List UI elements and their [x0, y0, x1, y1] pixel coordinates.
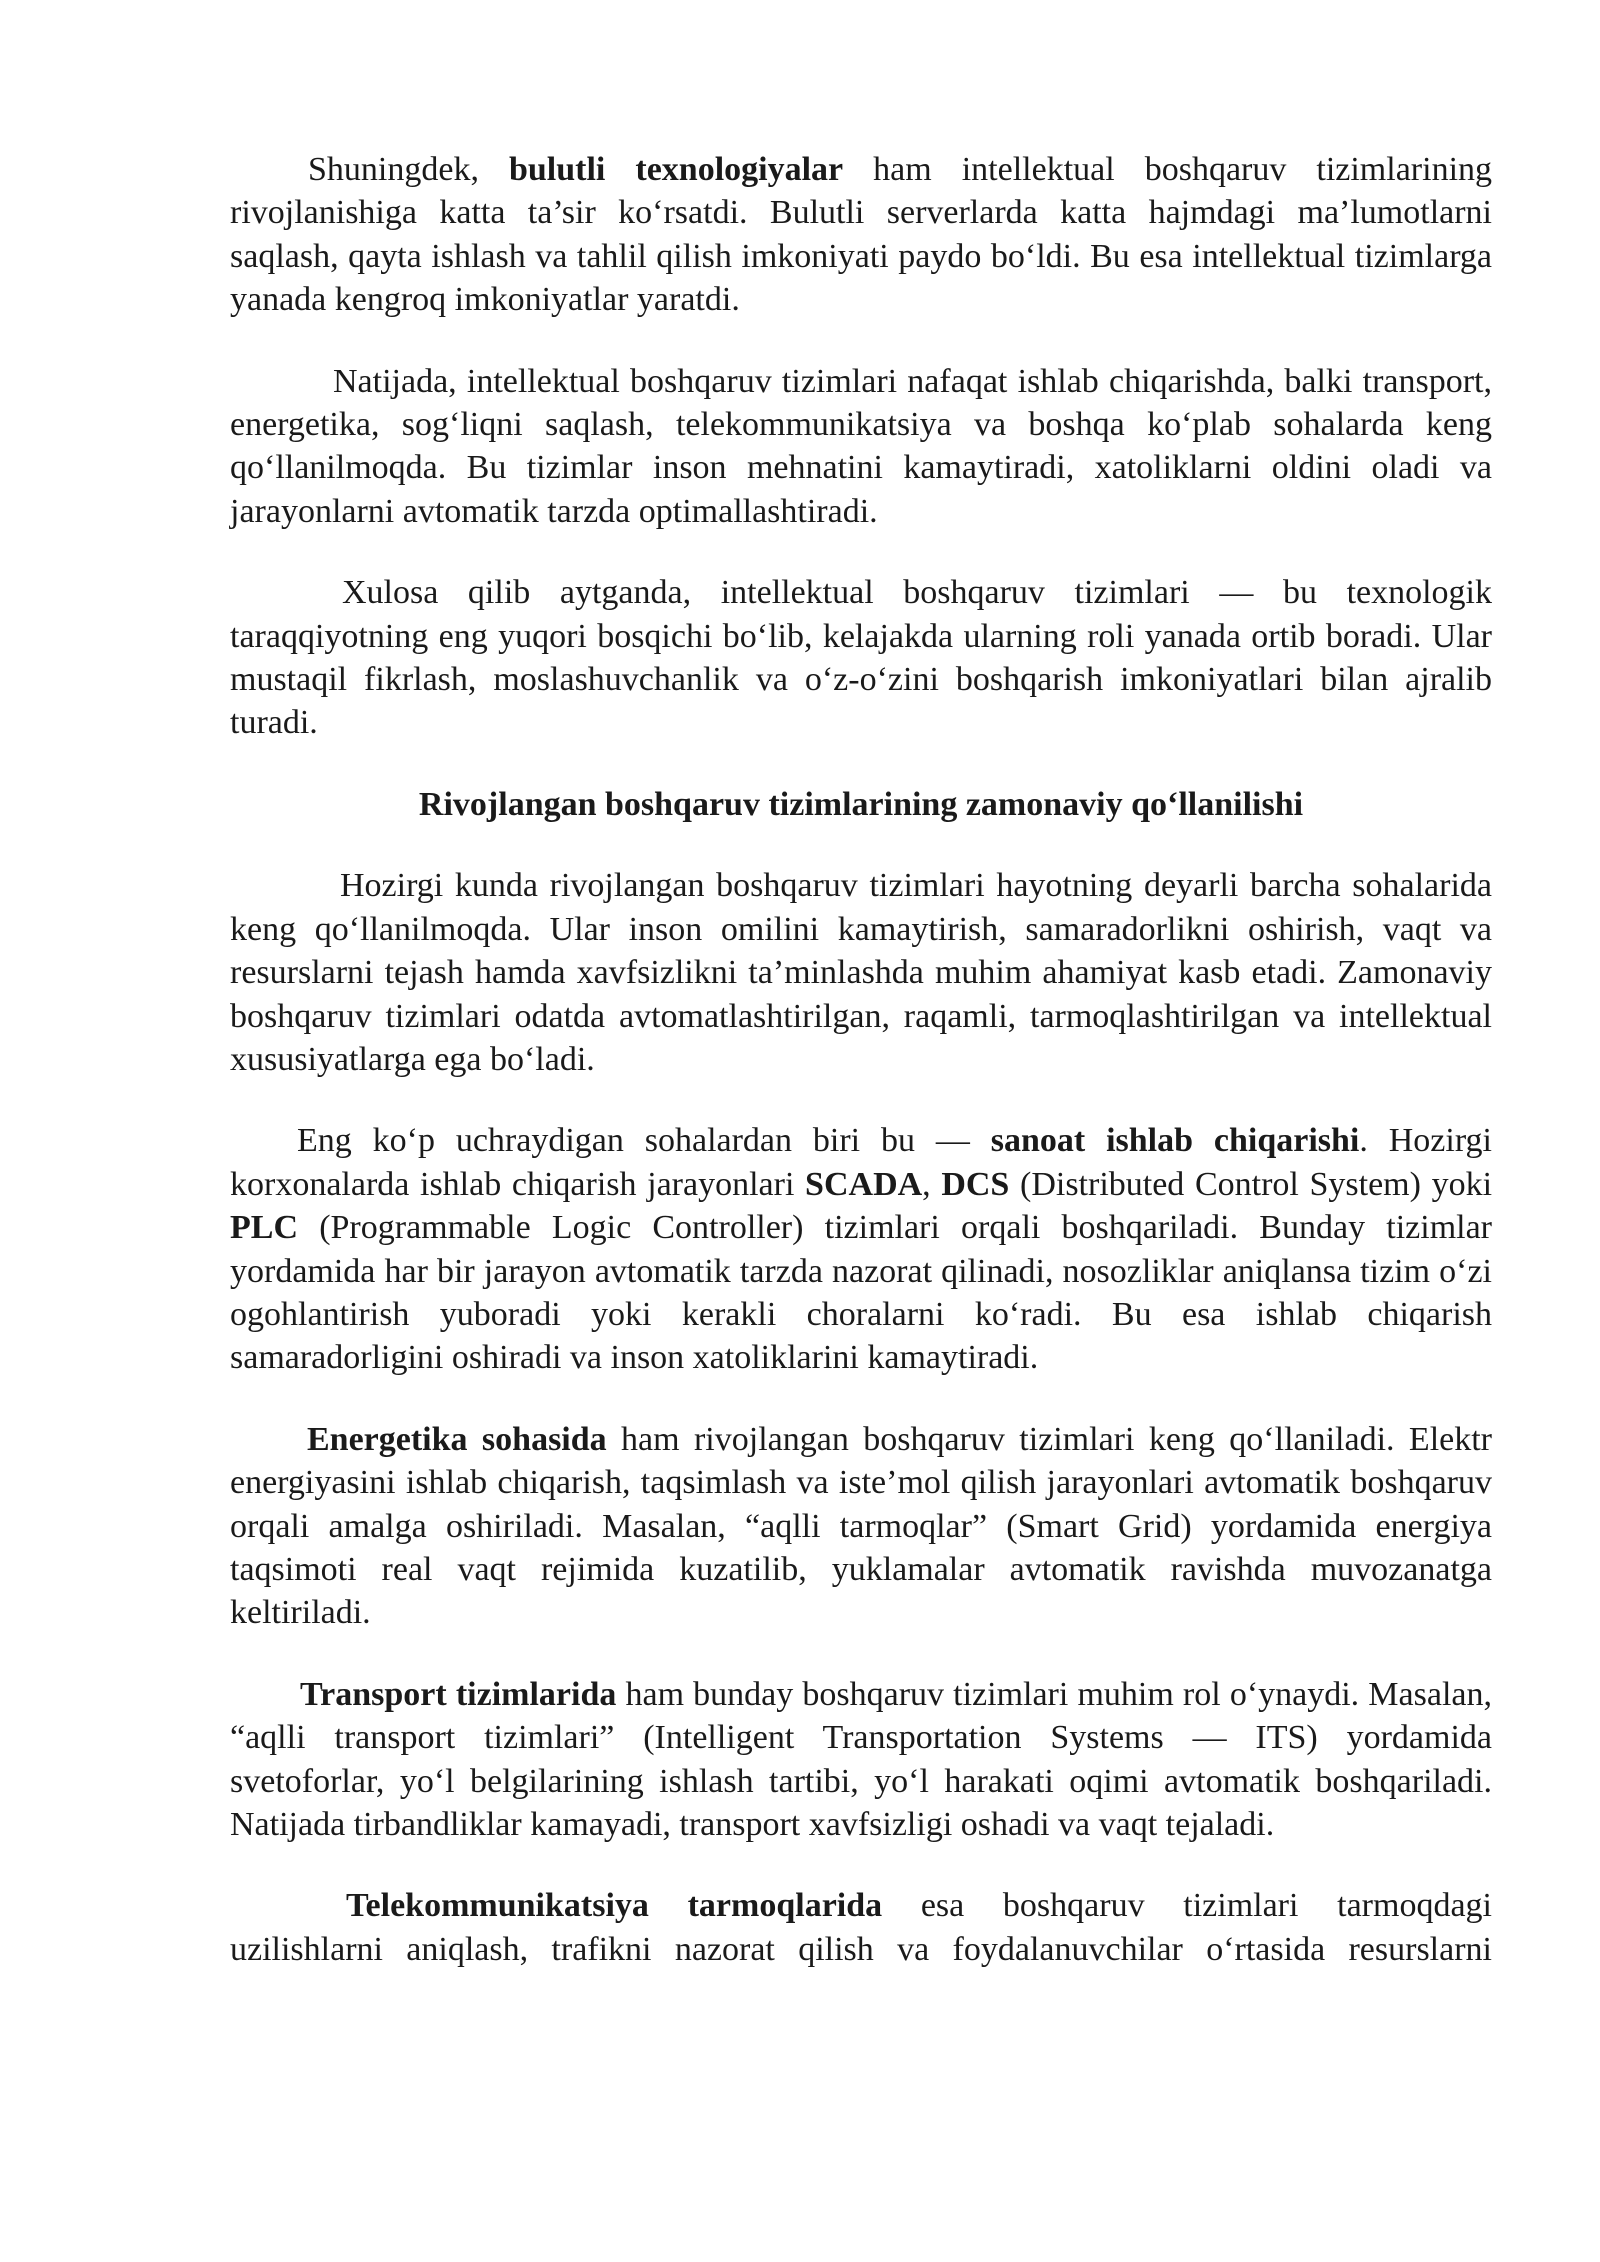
- bold-term: Transport tizimlarida: [300, 1675, 617, 1713]
- bold-term: sanoat ishlab chiqarishi: [990, 1122, 1360, 1160]
- paragraph-result: [230, 360, 1492, 534]
- paragraph-industrial-production: [230, 1119, 1492, 1379]
- text-segment: ham bunday boshqaruv tizimlari muhim rol o‘ynaydi. Masalan, “aqlli transport tizimlari” (Intelligent Transportation Systems — ITS) yordamida svetoforlar, yo‘l belgilarining ishlash tartibi, yo‘l harakati oqimi avtomatik boshqariladi. Natijada tirbandliklar kamayadi, transport xavfsizligi oshadi va vaqt tejaladi.: [230, 1675, 1492, 1843]
- text-segment: Shuningdek,: [308, 151, 509, 188]
- text-segment: ham intellektual boshqaruv tizimlarining rivojlanishiga katta ta’sir ko‘rsatdi. Bulutli serverlarda katta hajmdagi ma’lumotlarni saqlash, qayta ishlash va tahlil qilish imkoniyati paydo bo‘ldi. Bu esa intellektual tizimlarga yanada kengroq imkoniyatlar yaratdi.: [230, 151, 1493, 319]
- text-segment: Eng ko‘p uchraydigan sohalardan biri bu —: [297, 1122, 991, 1160]
- text-segment: . Hozirgi korxonalarda ishlab chiqarish jarayonlari: [230, 1122, 1492, 1203]
- text-segment: Hozirgi kunda rivojlangan boshqaruv tizimlari hayotning deyarli barcha sohalarida keng qo‘llanilmoqda. Ular inson omilini kamaytirish, samaradorlikni oshirish, vaqt va resurslarni tejash hamda xavfsizlikni ta’minlashda muhim ahamiyat kasb etadi. Zamonaviy boshqaruv tizimlari odatda avtomatlashtirilgan, raqamli, tarmoqlashtirilgan va intellektual xususiyatlarga ega bo‘ladi.: [230, 867, 1492, 1078]
- document-page: [230, 148, 1492, 2009]
- text-segment: esa boshqaruv tizimlari tarmoqdagi uzilishlarni aniqlash, trafikni nazorat qilish va foydalanuvchilar o‘rtasida resurslarni: [230, 1887, 1492, 1968]
- paragraph-transport: [230, 1673, 1492, 1847]
- text-segment: ham rivojlangan boshqaruv tizimlari keng qo‘llaniladi. Elektr energiyasini ishlab chiqarish, taqsimlash va iste’mol qilish jarayonlari avtomatik boshqaruv orqali amalga oshiriladi. Masalan, “aqlli tarmoqlar” (Smart Grid) yordamida energiya taqsimoti real vaqt rejimida kuzatilib, yuklamalar avtomatik ravishda muvozanatga keltiriladi.: [230, 1420, 1492, 1632]
- paragraph-modern-usage: [230, 864, 1492, 1081]
- paragraph-energy: [230, 1418, 1492, 1635]
- paragraph-telecommunications: [230, 1884, 1492, 1971]
- text-segment: (Distributed Control System) yoki: [1009, 1165, 1493, 1203]
- bold-term: DCS: [941, 1165, 1010, 1203]
- text-segment: ,: [922, 1165, 942, 1203]
- text-segment: (Programmable Logic Controller) tizimlari orqali boshqariladi. Bunday tizimlar yordamida har bir jarayon avtomatik tarzda nazorat qilinadi, nosozliklar aniqlansa tizim o‘zi ogohlantirish yuboradi yoki kerakli choralarni ko‘radi. Bu esa ishlab chiqarish samaradorligini oshiradi va inson xatoliklarini kamaytiradi.: [230, 1209, 1492, 1377]
- bold-term: Telekommunikatsiya tarmoqlarida: [346, 1887, 883, 1925]
- paragraph-cloud-technologies: [230, 148, 1492, 322]
- bold-term: Energetika sohasida: [307, 1420, 607, 1458]
- section-heading: Rivojlangan boshqaruv tizimlarining zamonaviy qo‘llanilishi: [418, 785, 1304, 823]
- text-segment: Xulosa qilib aytganda, intellektual boshqaruv tizimlari — bu texnologik taraqqiyotning eng yuqori bosqichi bo‘lib, kelajakda ularning roli yanada ortib boradi. Ular mustaqil fikrlash, moslashuvchanlik va o‘z-o‘zini boshqarish imkoniyatlari bilan ajralib turadi.: [230, 574, 1492, 742]
- bold-term: bulutli texnologiyalar: [508, 151, 844, 188]
- bold-term: PLC: [230, 1209, 298, 1247]
- bold-term: SCADA: [805, 1165, 923, 1203]
- text-segment: Natijada, intellektual boshqaruv tizimlari nafaqat ishlab chiqarishda, balki transport, energetika, sog‘liqni saqlash, telekommunikatsiya va boshqa ko‘plab sohalarda keng qo‘llanilmoqda. Bu tizimlar inson mehnatini kamaytiradi, xatoliklarni oldini oladi va jarayonlarni avtomatik tarzda optimallashtiradi.: [230, 362, 1492, 530]
- paragraph-conclusion: [230, 571, 1492, 745]
